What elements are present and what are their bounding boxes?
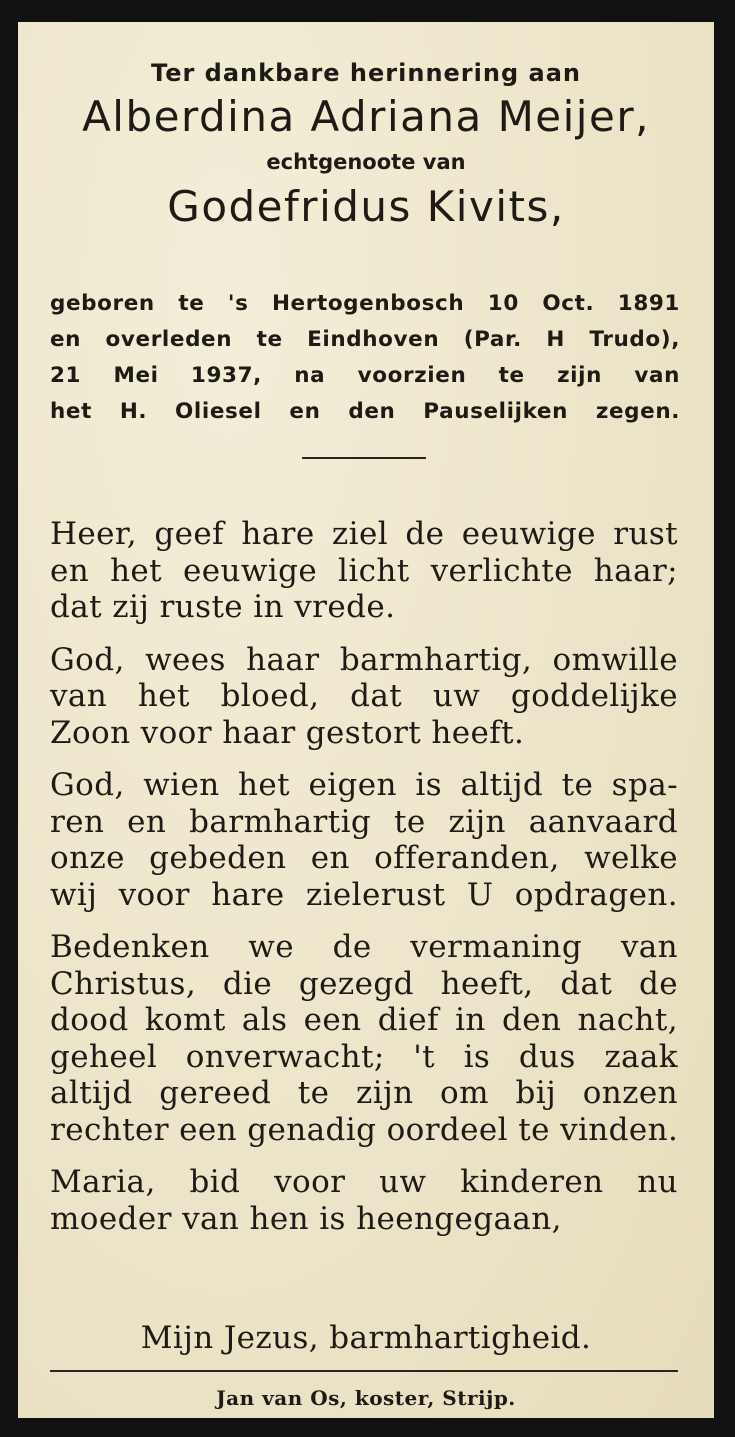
prayer-line: dood komt als een dief in den nacht, [50,1002,678,1038]
biography [50,286,680,430]
prayer-line: moeder van hen is heengegaan, [50,1200,562,1237]
printer-credit: Jan van Os, koster, Strijp. [216,1386,516,1410]
prayer-paragraph [50,767,678,913]
prayer-line: Zoon voor haar gestort heeft. [50,714,525,751]
prayer-line: Bedenken we de vermaning van [50,929,678,965]
prayer-line: ren en barmhartig te zijn aanvaard [50,803,678,840]
prayer-paragraph [50,642,678,752]
bio-line: het H. Oliesel en den Pauselijken zegen. [50,399,680,424]
prayer-line: geheel onverwacht; 't is dus zaak [50,1038,678,1075]
intro-line: Ter dankbare herinnering aan [151,59,581,87]
bio-line: geboren te 's Hertogenbosch 10 Oct. 1891 [50,291,680,316]
spouse-name: Godefridus Kivits, [167,182,565,231]
prayers [50,516,678,1253]
prayer-line: God, wien het eigen is altijd te spa- [50,767,678,803]
prayer-line: altijd gereed te zijn om bij onzen [50,1075,678,1111]
prayer-line: Heer, geef hare ziel de eeuwige rust [50,516,678,552]
memorial-card [18,22,714,1418]
prayer-line: Christus, die gezegd heeft, dat de [50,965,678,1002]
prayer-paragraph [50,1164,678,1237]
prayer-line: van het bloed, dat uw goddelijke [50,678,678,714]
deceased-name: Alberdina Adriana Meijer, [82,92,650,141]
prayer-line: onze gebeden en offeranden, welke [50,840,678,876]
prayer-paragraph [50,929,678,1148]
bio-line: en overleden te Eindhoven (Par. H Trudo), [50,327,680,352]
prayer-line: en het eeuwige licht verlichte haar; [50,552,678,589]
card-header [18,58,714,234]
separator-line [302,457,426,459]
prayer-line: Maria, bid voor uw kinderen nu [50,1164,678,1200]
closing-invocation: Mijn Jezus, barmhartigheid. [140,1320,592,1356]
bio-line: 21 Mei 1937, na voorzien te zijn van [50,363,680,388]
spouse-intro: echtgenoote van [266,150,466,174]
prayer-line: rechter een genadig oordeel te vinden. [50,1111,679,1148]
footer-rule [50,1370,678,1372]
prayer-line: dat zij ruste in vrede. [50,589,396,625]
prayer-line: wij voor hare zielerust U opdragen. [50,876,678,913]
prayer-line: God, wees haar barmhartig, omwille [50,641,678,678]
prayer-paragraph [50,516,678,626]
